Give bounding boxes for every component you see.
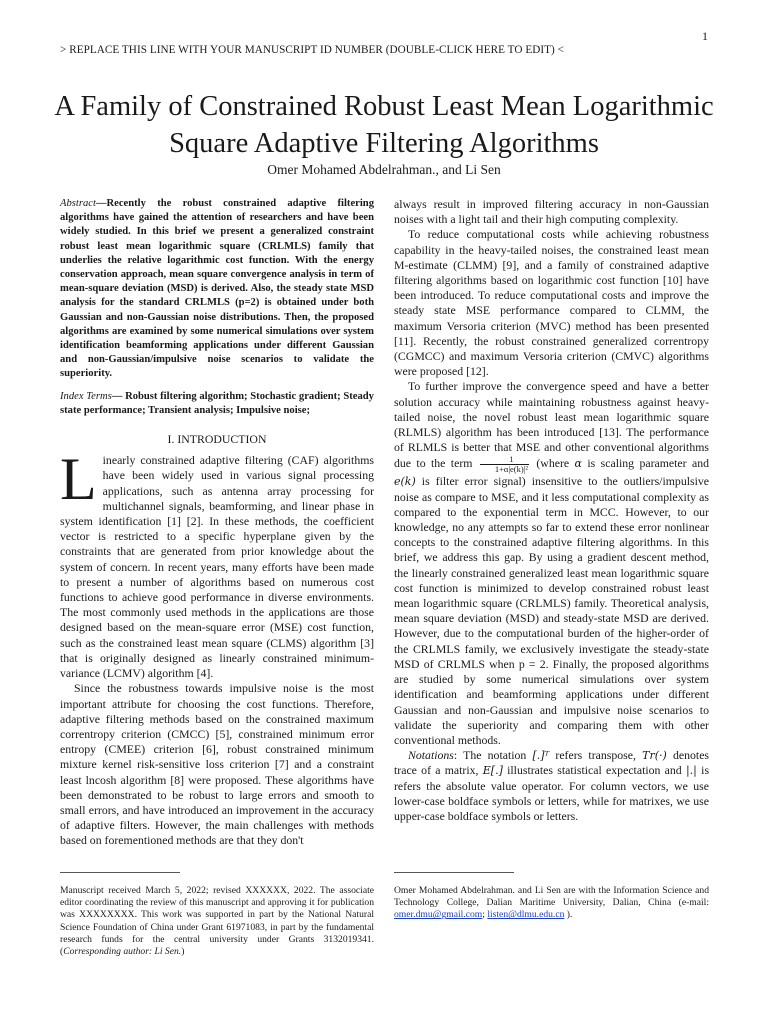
index-terms-dash: — <box>111 390 126 402</box>
error-fraction-term <box>480 455 529 474</box>
footnote-right-text-b: ). <box>564 909 573 921</box>
intro-paragraph-4-text-b: (where <box>536 456 570 471</box>
notations-text-a: : The notation <box>453 748 527 763</box>
section-heading-introduction: I. INTRODUCTION <box>167 432 267 447</box>
intro-paragraph-4 <box>394 379 709 748</box>
abstract <box>60 197 374 382</box>
notations-text-b: refers transpose, <box>555 748 636 763</box>
index-terms <box>60 390 374 418</box>
intro-paragraph-1 <box>60 446 374 681</box>
footnote-rule-right <box>394 872 514 873</box>
manuscript-id-placeholder[interactable]: > REPLACE THIS LINE WITH YOUR MANUSCRIPT ID NUMBER (DOUBLE-CLICK HERE TO EDIT) < <box>60 44 564 56</box>
footnote-manuscript-info <box>60 885 374 958</box>
intro-paragraph-2: Since the robustness towards impulsive noise is the most important attribute for choosing the cost functions. Therefore, adaptive filtering methods based on the constrained maximum correntropy criterion (CMCC) [5], constrained minimum error entropy (CMEE) criterion [6], robust constrained minimum mixture kernel risk-sensitive loss criterion [7] and a constraint least lncosh algorithm [8] were proposed. These algorithms have been demonstrated to be robust to large errors and smooth to small errors, and have introduced an improvement in the accuracy of adaptive filters. However, the main challenges with methods based on forementioned methods are that they don't <box>60 681 374 848</box>
transpose-symbol: [.]ᵀ <box>532 749 550 763</box>
corresponding-author: Corresponding author: Li Sen. <box>63 946 182 958</box>
trace-symbol: Tr(·) <box>642 749 667 763</box>
footnote-left-text-a: Manuscript received March 5, 2022; revised XXXXXX, 2022. The associate editor coordinating the review of this manuscript and approving it for publication was XXXXXXXX. This work was supported in part by the National Natural Science Foundation of China under Grant 61971083, in part by the fundamental research funds for the central university under Grants 3132019341. ( <box>60 885 374 958</box>
footnote-left-text-b: ) <box>181 946 185 958</box>
notations-label: Notations <box>408 748 454 763</box>
footnote-affiliation <box>394 885 709 922</box>
email-separator: ; <box>482 909 488 921</box>
abstract-label: Abstract <box>60 198 96 209</box>
error-signal-symbol: e(k) <box>394 475 416 489</box>
page-number: 1 <box>702 29 708 43</box>
paper-title: A Family of Constrained Robust Least Mean Logarithmic Square Adaptive Filtering Algorithms <box>54 91 714 159</box>
notations-text-c: denotes trace of a matrix, <box>394 748 710 778</box>
absolute-value-symbol: |.| <box>685 764 697 778</box>
footnote-right-text-a: Omer Mohamed Abdelrahman. and Li Sen are with the Information Science and Technology College, Dalian Maritime University, Dalian, China (e-mail: <box>394 885 709 909</box>
notations-text-e: is refers the absolute value operator. For column vectors, we use lower-case boldface symbols or letters, while for matrixes, we use upper-case boldface symbols or letters. <box>394 763 710 823</box>
email-link-omer[interactable]: omer.dmu@gmail.com <box>394 909 483 921</box>
footnote-rule-left <box>60 872 180 873</box>
intro-paragraph-3: To reduce computational costs while achieving robustness capability in the heavy-tailed noises, the constrained least mean M-estimate (CLMM) [9], and a family of constrained adaptive filtering algorithms based on logarithmic cost function [10] have been introduced. To reduce computational costs and improve the steady state MSE performance compared to CLMM, the maximum Versoria criterion (MVC) method has been presented [11]. Recently, the robust constrained generalized correntropy (CGMCC) and maximum Versoria criterion (CMVC) algorithms were proposed [12]. <box>394 227 709 379</box>
intro-paragraph-4-text-a: To further improve the convergence speed and have a better solution accuracy while maintaining robustness against heavy-tailed noise, the novel robust least mean logarithmic square (RLMLS) algorithm has been introduced [13]. The performance of RLMLS is better that MSE and other conventional algorithms due to the term <box>394 379 709 471</box>
notations-text-d: illustrates statistical expectation and <box>507 763 682 778</box>
intro-paragraph-4-text-c: is scaling parameter and <box>587 456 710 471</box>
fraction-denominator: 1+α|e(k)|² <box>494 464 528 475</box>
expectation-symbol: E[.] <box>482 764 503 778</box>
intro-paragraph-4-text-d: is filter error signal) insensitive to the outliers/impulsive noise as compare to MSE, and it less computational complexity as compared to the exponential term in MCC. However, to our knowledge, no any attempts so far to extend these error nonlinear concepts to the constrained adaptive filtering algorithms. In this brief, we address this gap. By using a gradient descent method, the linearly constrained generalized least mean logarithmic square cost function is minimized to develop constrained robust least mean logarithmic square (CRLMLS) family. Theoretical analysis, mean square deviation (MSD) and steady-state MSD are derived. However, due to the computational burden of the higher-order of the CRLMLS family, we exclusively investigate the steady-state MSD of CRLMLS when p = 2. Finally, the proposed algorithms are studied by some numerical simulations over system identification and beamforming applications under different Gaussian and non-Gaussian and impulsive noise scenarios to validate the superiority and comparing them with other conventional methods. <box>394 474 709 747</box>
drop-cap: L <box>60 446 97 513</box>
email-link-li-sen[interactable]: listen@dlmu.edu.cn <box>487 909 565 921</box>
index-terms-text: Robust filtering algorithm; Stochastic gradient; Steady state performance; Transient analysis; Impulsive noise; <box>60 390 374 416</box>
abstract-text: Recently the robust constrained adaptive filtering algorithms have gained the attention of researchers and have been widely studied. In this brief we present a generalized constraint robust least mean logarithmic square (CRLMLS) family that underlies the relative logarithmic cost function. With the energy conservation approach, mean square convergence analysis in term of mean-square deviation (MSD) is derived. Also, the steady state MSD analysis for the standard CRLMLS (p=2) is obtained under both Gaussian and non-Gaussian noise distributions. Then, the proposed algorithms are examined by some numerical simulations over system identification beamforming applications under different Gaussian and non-Gaussian/impulsive noise scenarios to validate the superiority. <box>60 198 374 380</box>
left-column <box>60 197 374 849</box>
intro-paragraph-1-text: inearly constrained adaptive filtering (CAF) algorithms have been widely used in various signal processing applications, such as antenna array processing for multichannel signals, beamforming, and linear phase in system identification [1] [2]. In these methods, the coefficient vector is restricted to a specific hyperplane given by the constraints that are generated from prior knowledge about the system of concern. In recent years, many efforts have been made to present a number of algorithms based on numerous cost functions to achieve good performance in diverse environments. The most commonly used methods in the applications are those designed based on the mean-square error (MSE) cost function, such as the constrained least mean square (CLMS) algorithm [3] that is originally designed as linearly constrained minimum-variance (LCMV) algorithm [4]. <box>60 453 374 681</box>
index-terms-label: Index Terms <box>60 390 112 402</box>
right-column <box>394 197 709 824</box>
notations-paragraph <box>394 748 709 824</box>
author-list: Omer Mohamed Abdelrahman., and Li Sen <box>267 162 501 177</box>
abstract-dash: — <box>95 198 107 209</box>
intro-paragraph-2-continued: always result in improved filtering accuracy in non-Gaussian noises with a light tail and their high computing complexity. <box>394 197 709 227</box>
fraction-numerator: 1 <box>480 455 529 465</box>
alpha-symbol: α <box>574 457 582 471</box>
